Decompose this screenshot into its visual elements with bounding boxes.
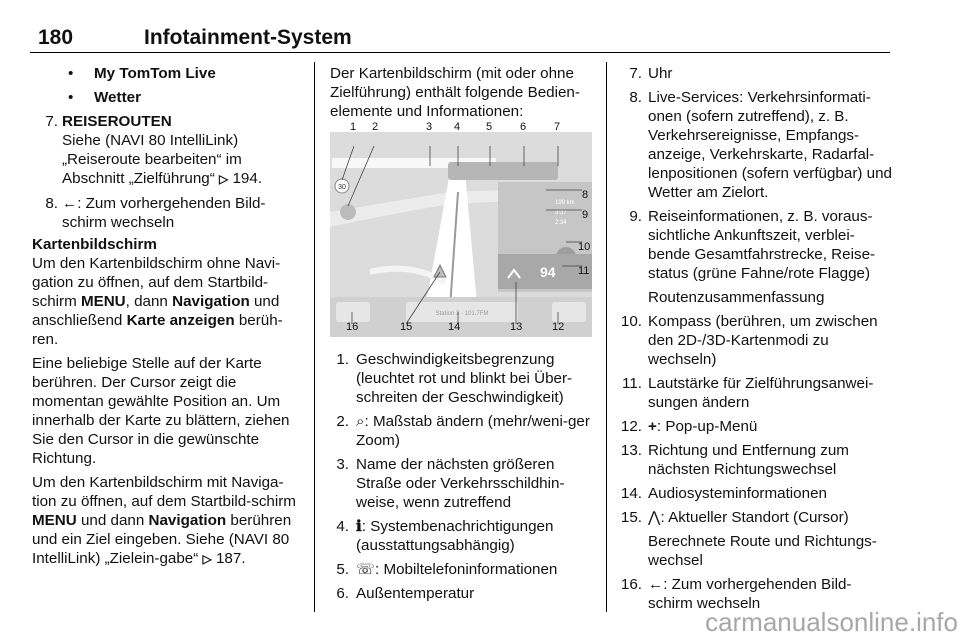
page-ref-link[interactable]: 187. — [215, 550, 246, 567]
back-arrow-icon: ← — [648, 576, 664, 593]
back-arrow-icon: ← — [62, 195, 78, 212]
column-divider-1 — [314, 62, 315, 612]
callout-number-layer — [330, 118, 592, 338]
trip-time-2: 2:34 — [555, 220, 567, 226]
list-item: 16. ←: Zum vorhergehenden Bild-schirm wechseln — [620, 576, 852, 612]
list-item: 1. Geschwindigkeitsbegrenzung (leuchtet rot und blinkt bei Über-schreiten der Geschwindigkeit) — [336, 351, 573, 406]
note-text: Berechnete Route und Richtungs-wechsel — [648, 533, 877, 569]
note-text: Routenzusammenfassung — [648, 289, 825, 306]
callout-label: 11 — [578, 265, 590, 277]
list-item: 13. Richtung und Entfernung zum nächsten Richtungswechsel — [620, 442, 849, 478]
list-item: 3. Name der nächsten größeren Straße oder Verkehrsschildhin-weise, wenn zutreffend — [336, 456, 565, 511]
list-item: 10. Kompass (berühren, um zwischen den 2D-/3D-Kartenmodi zu wechseln) — [620, 313, 878, 368]
list-item: 8. ←: Zum vorhergehenden Bild- schirm wechseln — [45, 195, 266, 231]
callout-label: 3 — [426, 121, 433, 133]
list-item: 7. Uhr — [629, 65, 673, 82]
paragraph: Um den Kartenbildschirm mit Naviga-tion zu öffnen, auf dem Startbild-schirm MENU und dann Navigation berühren und ein Ziel eingeben. Siehe (NAVI 80 IntelliLink) „Zielein-gabe“ ▷ 187. — [32, 474, 296, 567]
list-item: 6. Außentemperatur — [336, 585, 475, 602]
column-middle — [330, 64, 594, 126]
callout-label: 14 — [448, 321, 461, 333]
numbered-list — [330, 350, 594, 603]
callout-label: 6 — [520, 121, 527, 133]
numbered-list — [624, 64, 892, 283]
callout-label: 16 — [346, 321, 359, 333]
zoom-icon: ⌕ — [356, 413, 365, 430]
callout-label: 7 — [554, 121, 561, 133]
list-item: 2. ⌕: Maßstab ändern (mehr/weni-ger Zoom) — [336, 413, 590, 449]
page-ref-icon: ▷ — [202, 552, 212, 566]
section-title: Kartenbildschirm — [32, 236, 157, 253]
list-item: 12. +: Pop-up-Menü — [620, 418, 758, 435]
audio-station-text: Station 3 - 101.7FM — [435, 311, 489, 317]
callout-label: 8 — [582, 189, 589, 201]
list-item: 9. Reiseinformationen, z. B. voraus-sichtliche Ankunftszeit, verblei-bende Gesamtfahrstrecke, Reise-status (grüne Fahne/rote Flagge) — [629, 208, 876, 282]
column-divider-2 — [606, 62, 607, 612]
cursor-icon: ⋀ — [648, 509, 661, 526]
intro-paragraph: Der Kartenbildschirm (mit oder ohne Zielführung) enthält folgende Bedien-elemente und Informationen: — [330, 65, 580, 120]
bullet-list — [32, 64, 300, 107]
next-turn-distance: 94 — [540, 264, 556, 280]
list-item: 7. REISEROUTEN Siehe (NAVI 80 IntelliLink) „Reiseroute bearbeiten“ im Abschnitt „Zielführung“ ▷ 194. — [45, 113, 263, 187]
column-right — [620, 64, 892, 618]
phone-icon: ☏ — [356, 561, 375, 578]
callout-label: 5 — [486, 121, 493, 133]
callout-label: 15 — [400, 321, 413, 333]
page-ref-link[interactable]: 194. — [232, 170, 263, 187]
callout-label: 1 — [350, 121, 357, 133]
callout-label: 2 — [372, 121, 379, 133]
list-item: • My TomTom Live — [68, 65, 216, 82]
list-item: 11. Lautstärke für Zielführungsanwei-sungen ändern — [622, 375, 874, 411]
callout-label: 9 — [582, 209, 589, 221]
paragraph: Um den Kartenbildschirm ohne Navi-gation zu öffnen, auf dem Startbild-schirm MENU, dann Navigation und anschließend Karte anzeigen berüh-ren. — [32, 255, 283, 348]
speed-limit-value: 30 — [338, 184, 346, 191]
numbered-list — [620, 312, 892, 527]
callout-label: 4 — [454, 121, 461, 133]
list-item: • Wetter — [68, 89, 141, 106]
page-header — [30, 18, 890, 52]
callout-label: 13 — [510, 321, 523, 333]
callout-label: 10 — [578, 241, 591, 253]
column-middle-list — [330, 350, 594, 608]
info-icon: ℹ — [356, 518, 362, 535]
numbered-list — [32, 112, 300, 232]
plus-icon: + — [648, 418, 657, 435]
list-item: 14. Audiosysteminformationen — [620, 485, 827, 502]
list-item: 4. ℹ: Systembenachrichtigungen (ausstattungsabhängig) — [336, 518, 554, 554]
column-left — [32, 64, 300, 574]
page-ref-icon: ▷ — [219, 172, 229, 186]
list-item: 5. ☏: Mobiltelefoninformationen — [336, 561, 558, 578]
list-item: 15. ⋀: Aktueller Standort (Cursor) — [620, 509, 849, 526]
trip-distance: 199 km — [555, 200, 575, 206]
watermark: carmanualsonline.info — [705, 607, 958, 637]
trip-time: 3:37 — [555, 210, 567, 216]
paragraph: Eine beliebige Stelle auf der Karte berühren. Der Cursor zeigt die momentan gewählte Position an. Um innerhalb der Karte zu blättern, ziehen Sie den Cursor in die gewünschte Richtung. — [32, 355, 290, 467]
list-item: 8. Live-Services: Verkehrsinformati-onen (sofern zutreffend), z. B. Verkehrsereignisse, Empfangs-anzeige, Verkehrskarte, Radarfal-lenpositionen (sofern verfügbar) und Wetter am Zielort. — [629, 89, 892, 201]
callout-label: 12 — [552, 321, 565, 333]
page-title: Infotainment-System — [144, 26, 352, 49]
page-number: 180 — [38, 26, 74, 49]
header-rule — [30, 52, 890, 53]
